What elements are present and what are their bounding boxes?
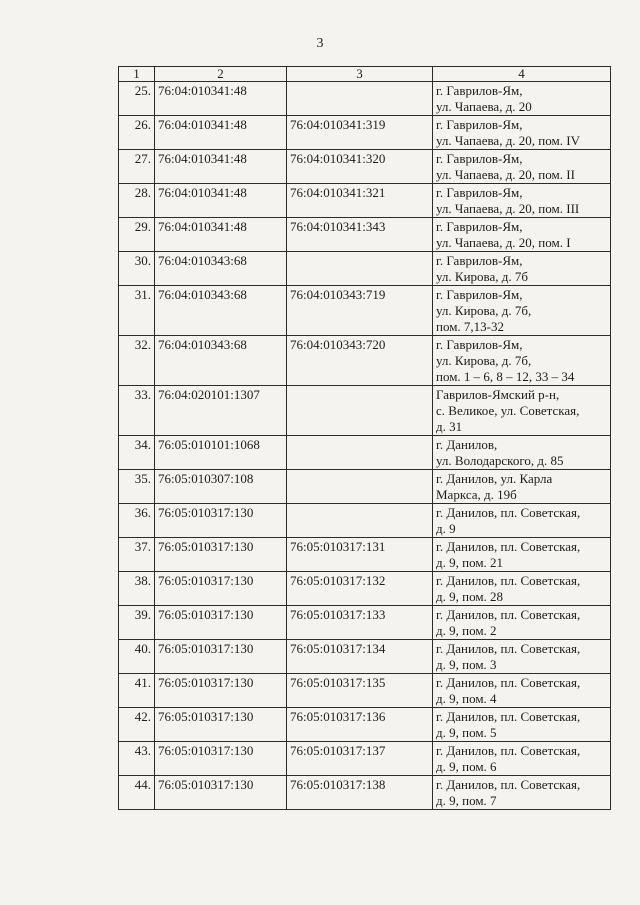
cadastral-number: 76:05:010317:130 — [155, 776, 287, 810]
row-number: 40. — [119, 640, 155, 674]
premises-cadastral-number — [287, 252, 433, 286]
cadastral-number: 76:04:010341:48 — [155, 116, 287, 150]
cadastral-number: 76:04:010341:48 — [155, 82, 287, 116]
table-row — [119, 538, 611, 572]
address: г. Данилов, пл. Советская, д. 9, пом. 3 — [433, 640, 611, 674]
column-header-3: 3 — [287, 67, 433, 82]
premises-cadastral-number: 76:05:010317:138 — [287, 776, 433, 810]
premises-cadastral-number: 76:05:010317:134 — [287, 640, 433, 674]
row-number: 37. — [119, 538, 155, 572]
table-row — [119, 674, 611, 708]
row-number: 43. — [119, 742, 155, 776]
row-number: 33. — [119, 386, 155, 436]
row-number: 28. — [119, 184, 155, 218]
table-row — [119, 184, 611, 218]
column-header-1: 1 — [119, 67, 155, 82]
address: г. Данилов, ул. Володарского, д. 85 — [433, 436, 611, 470]
premises-cadastral-number: 76:04:010341:343 — [287, 218, 433, 252]
table-row — [119, 252, 611, 286]
address: г. Гаврилов-Ям, ул. Чапаева, д. 20, пом. III — [433, 184, 611, 218]
premises-cadastral-number: 76:05:010317:131 — [287, 538, 433, 572]
premises-cadastral-number — [287, 82, 433, 116]
row-number: 34. — [119, 436, 155, 470]
address: г. Данилов, пл. Советская, д. 9, пом. 6 — [433, 742, 611, 776]
premises-cadastral-number: 76:05:010317:132 — [287, 572, 433, 606]
table-row — [119, 336, 611, 386]
premises-cadastral-number — [287, 436, 433, 470]
address: г. Данилов, пл. Советская, д. 9, пом. 7 — [433, 776, 611, 810]
cadastral-number: 76:05:010317:130 — [155, 606, 287, 640]
table-row — [119, 286, 611, 336]
address: г. Данилов, пл. Советская, д. 9, пом. 5 — [433, 708, 611, 742]
premises-cadastral-number: 76:05:010317:133 — [287, 606, 433, 640]
address: г. Гаврилов-Ям, ул. Чапаева, д. 20 — [433, 82, 611, 116]
table-row — [119, 218, 611, 252]
row-number: 31. — [119, 286, 155, 336]
cadastral-number: 76:05:010307:108 — [155, 470, 287, 504]
cadastral-number: 76:05:010317:130 — [155, 742, 287, 776]
row-number: 36. — [119, 504, 155, 538]
row-number: 27. — [119, 150, 155, 184]
row-number: 26. — [119, 116, 155, 150]
column-header-2: 2 — [155, 67, 287, 82]
table-row — [119, 606, 611, 640]
premises-cadastral-number: 76:04:010343:720 — [287, 336, 433, 386]
address: г. Гаврилов-Ям, ул. Чапаева, д. 20, пом. IV — [433, 116, 611, 150]
cadastral-number: 76:05:010317:130 — [155, 504, 287, 538]
premises-cadastral-number: 76:05:010317:136 — [287, 708, 433, 742]
premises-cadastral-number: 76:04:010341:319 — [287, 116, 433, 150]
address: г. Данилов, пл. Советская, д. 9, пом. 21 — [433, 538, 611, 572]
table-row — [119, 116, 611, 150]
address: г. Данилов, пл. Советская, д. 9, пом. 28 — [433, 572, 611, 606]
cadastral-number: 76:04:010341:48 — [155, 150, 287, 184]
address: Гаврилов-Ямский р-н, с. Великое, ул. Советская, д. 31 — [433, 386, 611, 436]
row-number: 44. — [119, 776, 155, 810]
table-row — [119, 572, 611, 606]
cadastral-number: 76:05:010317:130 — [155, 640, 287, 674]
cadastral-number: 76:05:010317:130 — [155, 572, 287, 606]
row-number: 35. — [119, 470, 155, 504]
table-row — [119, 640, 611, 674]
address: г. Гаврилов-Ям, ул. Кирова, д. 7б, пом. 1 – 6, 8 – 12, 33 – 34 — [433, 336, 611, 386]
cadastral-number: 76:05:010317:130 — [155, 674, 287, 708]
table-row — [119, 708, 611, 742]
row-number: 42. — [119, 708, 155, 742]
page-number: 3 — [316, 36, 324, 51]
table-row — [119, 742, 611, 776]
premises-cadastral-number — [287, 386, 433, 436]
table-row — [119, 436, 611, 470]
premises-cadastral-number: 76:04:010343:719 — [287, 286, 433, 336]
column-header-4: 4 — [433, 67, 611, 82]
row-number: 29. — [119, 218, 155, 252]
row-number: 41. — [119, 674, 155, 708]
cadastral-number: 76:04:020101:1307 — [155, 386, 287, 436]
address: г. Данилов, пл. Советская, д. 9, пом. 2 — [433, 606, 611, 640]
table-row — [119, 386, 611, 436]
address: г. Гаврилов-Ям, ул. Кирова, д. 7б — [433, 252, 611, 286]
table-header-row — [119, 67, 611, 82]
cadastral-number: 76:04:010343:68 — [155, 286, 287, 336]
address: г. Гаврилов-Ям, ул. Чапаева, д. 20, пом. I — [433, 218, 611, 252]
premises-cadastral-number — [287, 470, 433, 504]
row-number: 38. — [119, 572, 155, 606]
cadastral-number: 76:05:010101:1068 — [155, 436, 287, 470]
address: г. Гаврилов-Ям, ул. Чапаева, д. 20, пом. II — [433, 150, 611, 184]
premises-cadastral-number — [287, 504, 433, 538]
property-table — [118, 66, 611, 810]
table-row — [119, 82, 611, 116]
premises-cadastral-number: 76:04:010341:320 — [287, 150, 433, 184]
premises-cadastral-number: 76:05:010317:137 — [287, 742, 433, 776]
cadastral-number: 76:05:010317:130 — [155, 708, 287, 742]
row-number: 32. — [119, 336, 155, 386]
cadastral-number: 76:04:010343:68 — [155, 252, 287, 286]
cadastral-number: 76:04:010343:68 — [155, 336, 287, 386]
cadastral-number: 76:05:010317:130 — [155, 538, 287, 572]
cadastral-number: 76:04:010341:48 — [155, 184, 287, 218]
row-number: 30. — [119, 252, 155, 286]
address: г. Гаврилов-Ям, ул. Кирова, д. 7б, пом. 7,13-32 — [433, 286, 611, 336]
address: г. Данилов, пл. Советская, д. 9 — [433, 504, 611, 538]
address: г. Данилов, пл. Советская, д. 9, пом. 4 — [433, 674, 611, 708]
table-row — [119, 470, 611, 504]
table-row — [119, 150, 611, 184]
address: г. Данилов, ул. Карла Маркса, д. 19б — [433, 470, 611, 504]
premises-cadastral-number: 76:04:010341:321 — [287, 184, 433, 218]
premises-cadastral-number: 76:05:010317:135 — [287, 674, 433, 708]
row-number: 39. — [119, 606, 155, 640]
table-row — [119, 776, 611, 810]
row-number: 25. — [119, 82, 155, 116]
cadastral-number: 76:04:010341:48 — [155, 218, 287, 252]
table-row — [119, 504, 611, 538]
